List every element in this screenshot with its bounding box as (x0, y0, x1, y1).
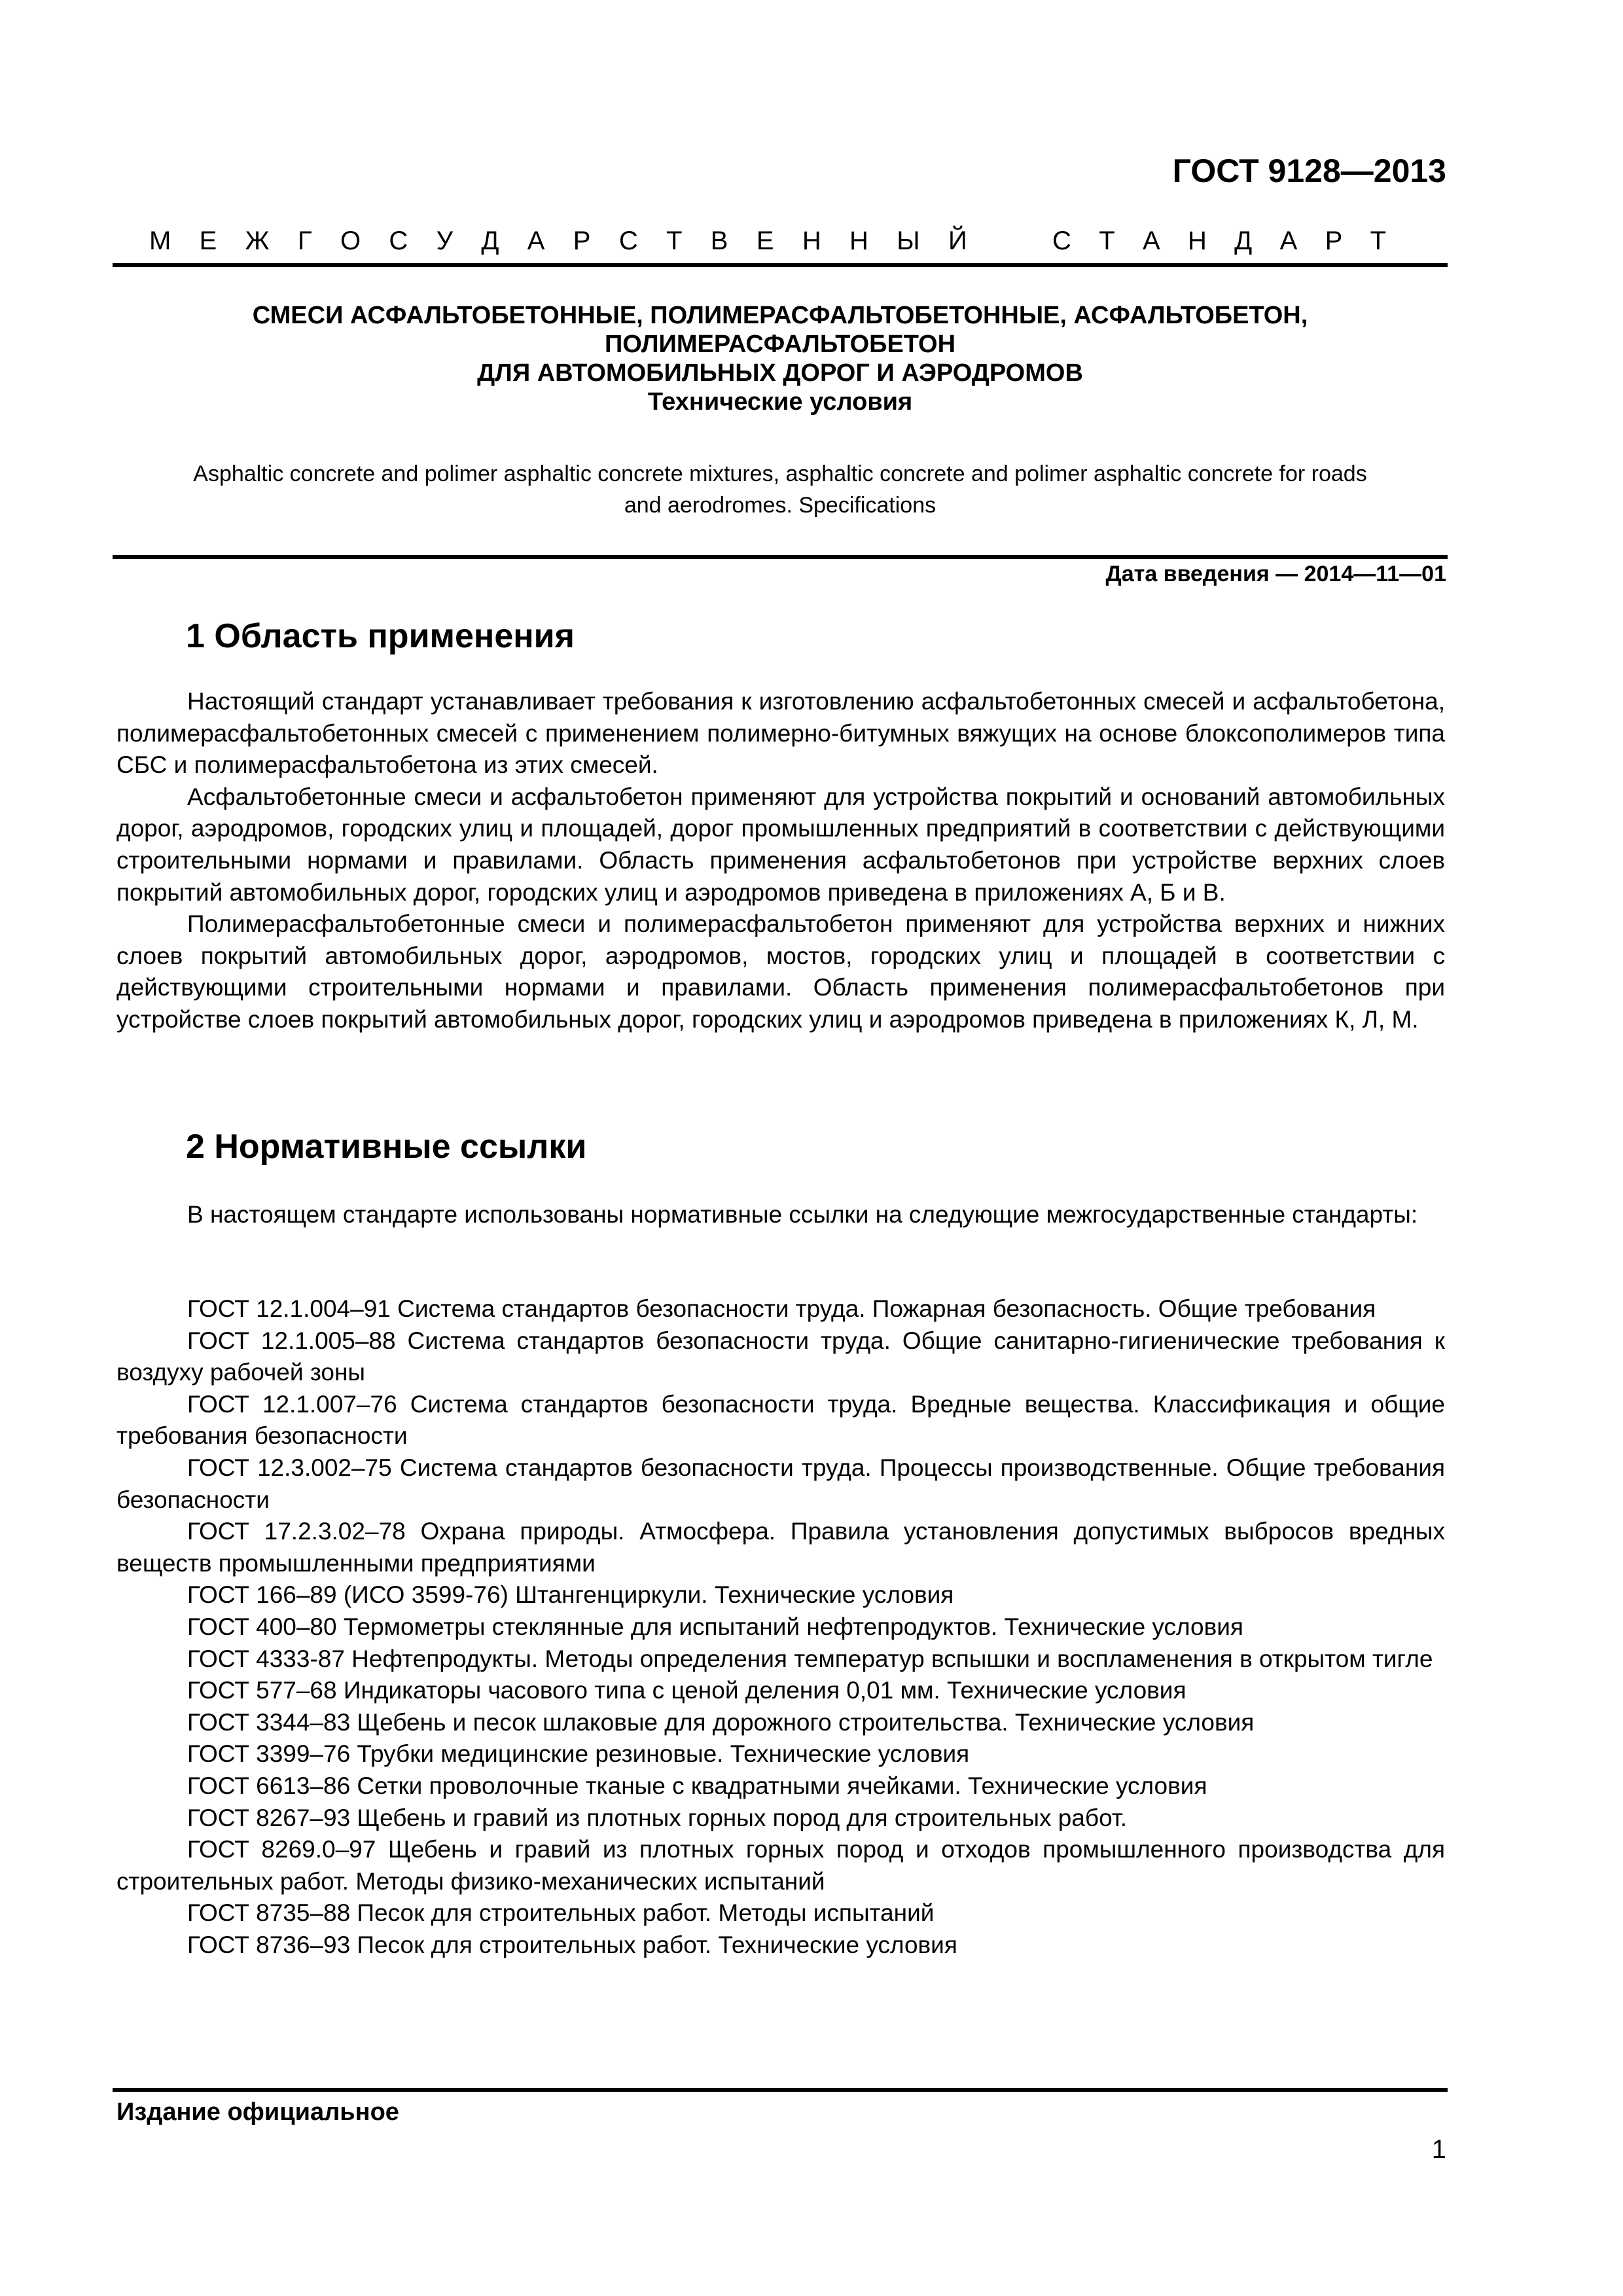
standard-type-letter: Ж (245, 226, 270, 255)
reference-item: ГОСТ 12.1.007–76 Система стандартов безопасности труда. Вредные вещества. Классификация и общие требования безопасности (116, 1390, 1445, 1450)
reference-item: ГОСТ 12.3.002–75 Система стандартов безопасности труда. Процессы производственные. Общие требования безопасности (116, 1454, 1445, 1513)
standard-type-letter: О (340, 226, 361, 255)
page-number: 1 (1431, 2135, 1446, 2164)
section-scope-body (116, 686, 1445, 1036)
standard-type-letter: А (1142, 226, 1160, 255)
reference-item: ГОСТ 17.2.3.02–78 Охрана природы. Атмосфера. Правила установления допустимых выбросов вредных веществ промышленными предприятиями (116, 1518, 1445, 1577)
standard-type-letter: Т (1099, 226, 1115, 255)
standard-type-letter: С (1052, 226, 1071, 255)
reference-item: ГОСТ 8736–93 Песок для строительных работ. Технические условия (187, 1931, 957, 1958)
standard-type-letter: Т (666, 226, 683, 255)
standard-type-letter: Е (199, 226, 217, 255)
standard-type-letter: Й (948, 226, 967, 255)
paragraph: В настоящем стандарте использованы нормативные ссылки на следующие межгосударственные стандарты: (187, 1201, 1418, 1228)
reference-item: ГОСТ 12.1.005–88 Система стандартов безопасности труда. Общие санитарно-гигиенические требования к воздуху рабочей зоны (116, 1327, 1445, 1386)
title-divider (113, 555, 1448, 559)
paragraph: Настоящий стандарт устанавливает требования к изготовлению асфальтобетонных смесей и асфальтобетона, полимерасфальтобетонных смесей с применением полимерно-битумных вяжущих на основе блоксополимеров типа СБС и полимерасфальтобетона из этих смесей. (116, 688, 1445, 779)
reference-item: ГОСТ 3344–83 Щебень и песок шлаковые для дорожного строительства. Технические условия (187, 1708, 1255, 1736)
reference-item: ГОСТ 577–68 Индикаторы часового типа с ценой деления 0,01 мм. Технические условия (187, 1677, 1186, 1704)
standard-type-letter: Ы (897, 226, 920, 255)
title-line: ПОЛИМЕРАСФАЛЬТОБЕТОН (604, 331, 956, 358)
paragraph: Полимерасфальтобетонные смеси и полимерасфальтобетон применяют для устройства верхних и нижних слоев покрытий автомобильных дорог, аэродромов, мостов, городских улиц и площадей в соответствии с действующими строительными нормами и правилами. Область применения полимерасфальтобетонов при устройстве слоев покрытий автомобильных дорог, городских улиц и аэродромов приведена в приложениях К, Л, М. (116, 910, 1445, 1033)
standard-type-word-interstate (149, 226, 967, 256)
section-heading-scope: 1 Область применения (186, 617, 575, 655)
references-list (116, 1293, 1445, 1961)
standard-type-letter: С (618, 226, 638, 255)
paragraph: Асфальтобетонные смеси и асфальтобетон применяют для устройства покрытий и оснований автомобильных дорог, аэродромов, городских улиц и площадей, дорог промышленных предприятий в соответствии с действующими строительными нормами и правилами. Область применения асфальтобетонов при устройстве верхних слоев покрытий автомобильных дорог, городских улиц и аэродромов приведена в приложениях А, Б и В. (116, 783, 1445, 906)
title-line: СМЕСИ АСФАЛЬТОБЕТОННЫЕ, ПОЛИМЕРАСФАЛЬТОБЕТОННЫЕ, АСФАЛЬТОБЕТОН, (252, 302, 1308, 329)
edition-label: Издание официальное (116, 2098, 399, 2126)
standard-type-heading (149, 226, 1386, 256)
standard-type-letter: Е (756, 226, 774, 255)
standard-type-letter: Т (1370, 226, 1386, 255)
reference-item: ГОСТ 8269.0–97 Щебень и гравий из плотных горных пород и отходов промышленного производства для строительных работ. Методы физико-механических испытаний (116, 1836, 1445, 1895)
english-title-line: Asphaltic concrete and polimer asphaltic concrete mixtures, asphaltic concrete and polimer asphaltic concrete for roads (193, 461, 1367, 486)
standard-type-word-standard (1052, 226, 1386, 256)
reference-item: ГОСТ 3399–76 Трубки медицинские резиновые. Технические условия (187, 1740, 970, 1768)
standard-type-letter: Г (297, 226, 312, 255)
references-intro (116, 1199, 1445, 1231)
section-heading-references: 2 Нормативные ссылки (186, 1128, 587, 1166)
english-title (113, 458, 1448, 521)
reference-item: ГОСТ 400–80 Термометры стеклянные для испытаний нефтепродуктов. Технические условия (187, 1613, 1243, 1640)
title-line: ДЛЯ АВТОМОБИЛЬНЫХ ДОРОГ И АЭРОДРОМОВ (477, 359, 1083, 387)
standard-type-letter: Н (1187, 226, 1207, 255)
standard-type-letter: А (527, 226, 545, 255)
reference-item: ГОСТ 166–89 (ИСО 3599-76) Штангенциркули. Технические условия (187, 1581, 954, 1609)
standard-type-letter: С (389, 226, 408, 255)
reference-item: ГОСТ 6613–86 Сетки проволочные тканые с квадратными ячейками. Технические условия (187, 1772, 1207, 1799)
standard-type-letter: Р (1325, 226, 1343, 255)
standard-type-letter: Н (802, 226, 821, 255)
footer-divider (113, 2088, 1448, 2092)
reference-item: ГОСТ 12.1.004–91 Система стандартов безопасности труда. Пожарная безопасность. Общие требования (187, 1295, 1376, 1322)
english-title-line: and aerodromes. Specifications (624, 493, 936, 518)
standard-type-letter: М (149, 226, 171, 255)
document-title (113, 301, 1448, 416)
standard-type-letter: Д (481, 226, 499, 255)
reference-item: ГОСТ 8267–93 Щебень и гравий из плотных горных пород для строительных работ. (187, 1804, 1127, 1831)
standard-type-letter: А (1279, 226, 1298, 255)
document-number: ГОСТ 9128—2013 (1172, 152, 1446, 189)
reference-item: ГОСТ 8735–88 Песок для строительных работ. Методы испытаний (187, 1899, 935, 1927)
standard-type-letter: Р (573, 226, 591, 255)
title-subtitle: Технические условия (647, 388, 913, 416)
top-divider (113, 263, 1448, 267)
standard-type-letter: У (436, 226, 454, 255)
standard-type-letter: Н (849, 226, 868, 255)
introduction-date: Дата введения — 2014—11—01 (1105, 562, 1446, 586)
reference-item: ГОСТ 4333-87 Нефтепродукты. Методы определения температур вспышки и воспламенения в открытом тигле (187, 1645, 1433, 1672)
standard-type-letter: Д (1234, 226, 1253, 255)
standard-type-letter: В (710, 226, 728, 255)
